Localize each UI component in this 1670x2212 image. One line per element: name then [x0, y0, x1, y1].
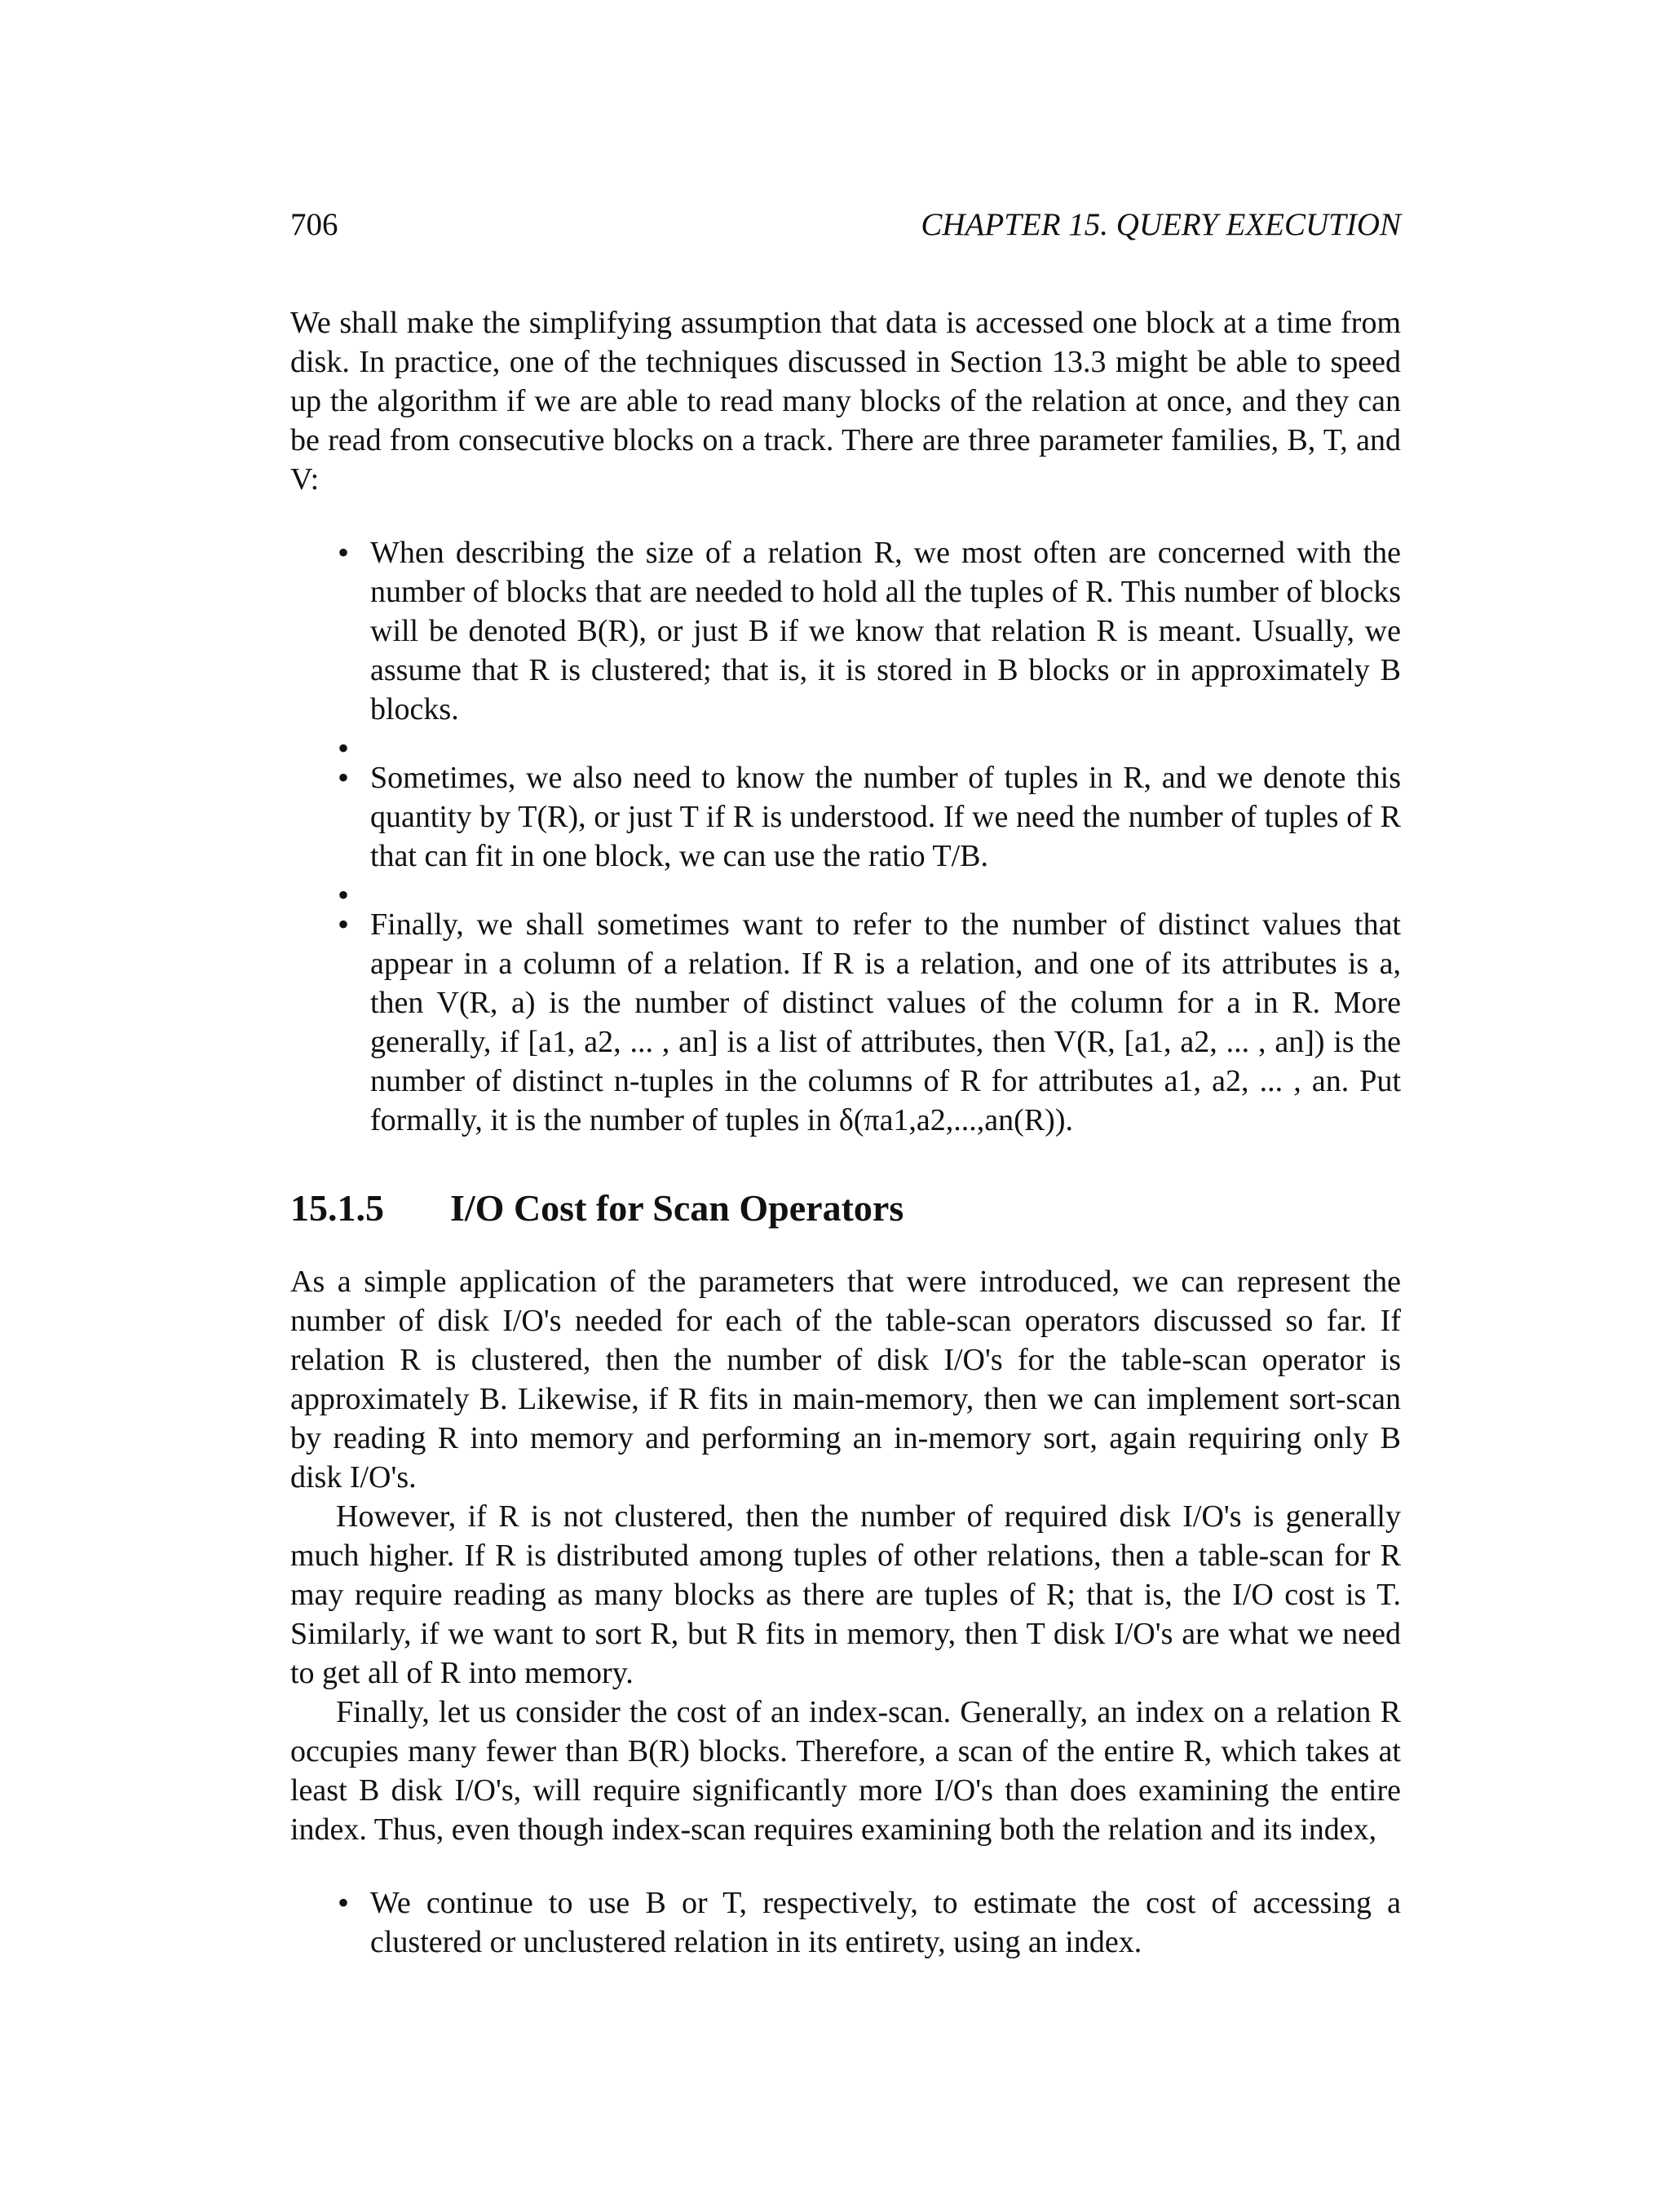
bullet-blocks: • When describing the size of a relation R, we most often are concerned with the number of blocks that are needed to hold all the tuples of R. This number of blocks will be denoted B(R), or just B if we know that relation R is meant. Usually, we assume that R is clustered; that is, it is stored in B blocks or in approximately B blocks.	[290, 533, 1401, 729]
page-header	[290, 205, 1401, 246]
bullet-index-cost: • We continue to use B or T, respectively, to estimate the cost of accessing a clustered or unclustered relation in its entirety, using an index.	[290, 1883, 1401, 1962]
section-paragraph-2: However, if R is not clustered, then the number of required disk I/O's is generally much higher. If R is distributed among tuples of other relations, then a table-scan for R may require reading as many blocks as there are tuples of R; that is, the I/O cost is T. Similarly, if we want to sort R, but R fits in memory, then T disk I/O's are what we need to get all of R into memory.	[290, 1499, 1401, 1690]
main-text	[290, 303, 1401, 1962]
page-number: 706	[290, 207, 338, 242]
section-title: I/O Cost for Scan Operators	[450, 1187, 904, 1229]
parameter-list	[290, 533, 1401, 1140]
intro-paragraph: We shall make the simplifying assumption that data is accessed one block at a time from disk. In practice, one of the techniques discussed in Section 13.3 might be able to speed up the algorithm if we are able to read many blocks of the relation at once, and they can be read from consecutive blocks on a track. There are three parameter families, B, T, and V:	[290, 306, 1401, 497]
bullet-distinct-values: • Finally, we shall sometimes want to refer to the number of distinct values that appear in a column of a relation. If R is a relation, and one of its attributes is a, then V(R, a) is the number of distinct values of the column for a in R. More generally, if [a1, a2, ... , an] is a list of attributes, then V(R, [a1, a2, ... , an]) is the number of distinct n-tuples in the columns of R for attributes a1, a2, ... , an. Put formally, it is the number of tuples in δ(πa1,a2,...,an(R)).	[290, 905, 1401, 1140]
section-heading	[290, 1185, 1401, 1231]
chapter-title: CHAPTER 15. QUERY EXECUTION	[921, 207, 1401, 242]
section-paragraph-3: Finally, let us consider the cost of an index-scan. Generally, an index on a relation R occupies many fewer than B(R) blocks. Therefore, a scan of the entire R, which takes at least B disk I/O's, will require significantly more I/O's than does examining the entire index. Thus, even though index-scan requires examining both the relation and its index,	[290, 1695, 1401, 1847]
bullet-tuples: • Sometimes, we also need to know the number of tuples in R, and we denote this quantity by T(R), or just T if R is understood. If we need the number of tuples of R that can fit in one block, we can use the ratio T/B.	[290, 758, 1401, 876]
section-paragraph-1: As a simple application of the parameters that were introduced, we can represent the number of disk I/O's needed for each of the table-scan operators discussed so far. If relation R is clustered, then the number of disk I/O's for the table-scan operator is approximately B. Likewise, if R fits in main-memory, then we can implement sort-scan by reading R into memory and performing an in-memory sort, again requiring only B disk I/O's.	[290, 1265, 1401, 1495]
section-number: 15.1.5	[290, 1187, 384, 1229]
index-cost-list	[290, 1883, 1401, 1962]
